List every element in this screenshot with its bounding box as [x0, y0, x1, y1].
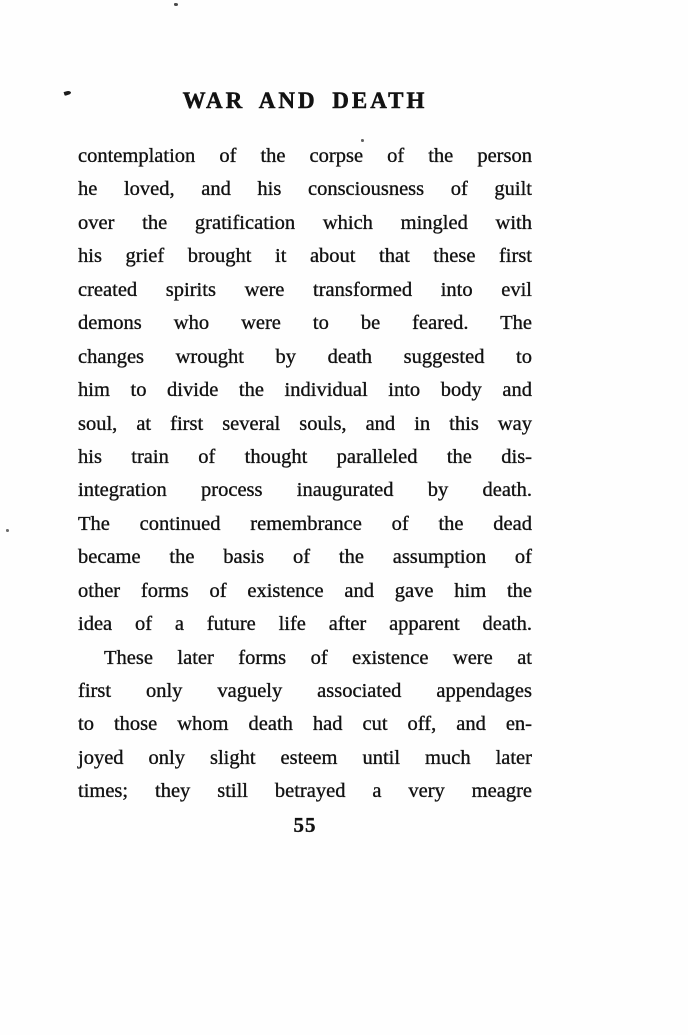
- scan-speck: [174, 3, 178, 6]
- scan-speck: [6, 529, 9, 532]
- body-text: [78, 140, 532, 809]
- text-column: [78, 88, 532, 838]
- text-line: These later forms of existence were at: [104, 646, 532, 669]
- scan-speck: [64, 90, 72, 96]
- text-line: changes wrought by death suggested to: [78, 345, 532, 368]
- text-line: other forms of existence and gave him the: [78, 579, 532, 602]
- text-line: idea of a future life after apparent death.: [78, 613, 532, 636]
- text-line: soul, at first several souls, and in this way: [78, 412, 532, 435]
- text-line: he loved, and his consciousness of guilt: [78, 178, 532, 201]
- text-line: over the gratification which mingled with: [78, 211, 532, 234]
- text-line: became the basis of the assumption of: [78, 546, 532, 569]
- text-line: to those whom death had cut off, and en-: [78, 713, 532, 736]
- text-line: demons who were to be feared. The: [78, 312, 532, 335]
- text-line: him to divide the individual into body and: [78, 379, 532, 402]
- text-line: integration process inaugurated by death.: [78, 479, 532, 502]
- text-line: The continued remembrance of the dead: [78, 512, 532, 535]
- text-line: first only vaguely associated appendages: [78, 680, 532, 702]
- page-number: 55: [293, 812, 317, 837]
- text-line: his grief brought it about that these first: [78, 245, 532, 268]
- text-line: created spirits were transformed into evil: [78, 278, 532, 301]
- text-line: contemplation of the corpse of the person: [78, 145, 532, 167]
- running-header: WAR AND DEATH: [182, 88, 428, 113]
- text-line: times; they still betrayed a very meagre: [78, 780, 532, 803]
- text-line: joyed only slight esteem until much later: [78, 746, 532, 769]
- text-line: his train of thought paralleled the dis-: [78, 445, 532, 468]
